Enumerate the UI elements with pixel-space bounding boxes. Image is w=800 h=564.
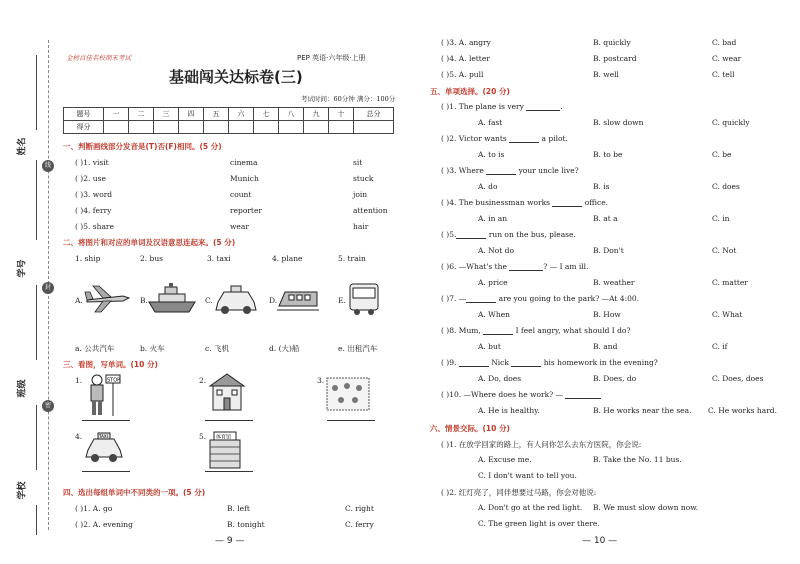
- score-cell: 三: [154, 108, 179, 121]
- s3-num: 3.: [317, 376, 325, 385]
- s6-question: ( )2. 红灯亮了，同伴想要过马路，你会对他说:: [441, 488, 597, 497]
- s5-option-c: C. if: [712, 342, 728, 351]
- section-5-title: 五、单项选择。(20 分): [430, 87, 510, 96]
- s3-answer-line-4[interactable]: [82, 471, 130, 472]
- s4-option-b: B. left: [227, 504, 250, 513]
- s3-answer-line-3[interactable]: [327, 420, 375, 421]
- section-3-title: 三、看图，写单词。(10 分): [63, 360, 158, 369]
- s5-option-b: B. slow down: [593, 118, 644, 127]
- score-cell-blank[interactable]: [329, 121, 354, 134]
- score-cell: 二: [129, 108, 154, 121]
- s5-question: ( )9. Nick his homework in the evening?: [441, 358, 658, 367]
- score-table-score-row: [64, 121, 394, 134]
- s5-option-a: A. do: [478, 182, 498, 191]
- plane-icon: [83, 282, 131, 316]
- s4-option-b: B. well: [593, 70, 619, 79]
- s5-option-b: B. at a: [593, 214, 618, 223]
- score-cell: 五: [204, 108, 229, 121]
- police-officer-icon: [85, 372, 121, 418]
- s5-question: ( )4. The businessman works office.: [441, 198, 609, 207]
- cinema-icon: [325, 376, 371, 412]
- score-cell-blank[interactable]: [279, 121, 304, 134]
- seal-mark-2: 封: [42, 282, 54, 294]
- score-cell: 六: [229, 108, 254, 121]
- score-cell: 题号: [64, 108, 104, 121]
- s2-word: 5. train: [338, 254, 366, 263]
- s4-option-c: C. right: [345, 504, 374, 513]
- s1-word-a: ( )2. use: [75, 174, 106, 183]
- s5-question: ( )5. run on the bus, please.: [441, 230, 576, 239]
- score-cell: 九: [304, 108, 329, 121]
- s5-question: ( )7. — are you going to the park? —At 4:00.: [441, 294, 640, 303]
- s5-option-c: C. He works hard.: [708, 406, 777, 415]
- s1-word-c: join: [353, 190, 368, 199]
- s5-option-a: A. He is healthy.: [478, 406, 540, 415]
- taxi-car-icon: [84, 430, 124, 464]
- s5-option-b: B. He works near the sea.: [593, 406, 692, 415]
- seal-mark-3: 密: [42, 400, 54, 412]
- s1-word-a: ( )5. share: [75, 222, 114, 231]
- score-table-header-row: [64, 108, 394, 121]
- s5-question: ( )2. Victor wants a pilot.: [441, 134, 568, 143]
- s5-option-c: C. What: [712, 310, 743, 319]
- s3-answer-line-5[interactable]: [205, 471, 253, 472]
- s5-option-c: C. be: [712, 150, 732, 159]
- name-label: 姓名: [17, 137, 28, 156]
- s5-option-a: A. to is: [478, 150, 505, 159]
- s6-option-b: B. Take the No. 11 bus.: [593, 455, 682, 464]
- s1-word-b: count: [230, 190, 252, 199]
- s5-option-a: A. Not do: [478, 246, 514, 255]
- score-cell-blank[interactable]: [229, 121, 254, 134]
- s4-option-a: ( )2. A. evening: [75, 520, 133, 529]
- section-4-title: 四、选出每组单词中不同类的一项。(5 分): [63, 488, 206, 497]
- s5-option-b: B. weather: [593, 278, 635, 287]
- taxi-sign-text: TAXI: [99, 434, 108, 439]
- train-icon: [277, 284, 319, 314]
- s4-option-b: B. quickly: [593, 38, 631, 47]
- seal-mark: 线: [42, 160, 54, 172]
- score-table: [63, 107, 394, 134]
- s3-num: 1.: [75, 376, 83, 385]
- s1-word-c: hair: [353, 222, 369, 231]
- s4-option-a: ( )1. A. go: [75, 504, 113, 513]
- score-cell-blank[interactable]: [179, 121, 204, 134]
- s4-option-b: B. postcard: [593, 54, 637, 63]
- class-line: [36, 405, 37, 470]
- s4-option-c: C. tell: [712, 70, 735, 79]
- s2-meaning: b. 火车: [140, 344, 165, 353]
- score-cell: 得分: [64, 121, 104, 134]
- s5-question: ( )1. The plane is very .: [441, 102, 563, 111]
- s5-option-c: C. Not: [712, 246, 737, 255]
- school-label: 学校: [17, 481, 28, 500]
- s5-question: ( )8. Mum, I feel angry, what should I do?: [441, 326, 631, 335]
- s2-meaning: a. 公共汽车: [75, 344, 115, 353]
- gym-sign-text: 体育馆: [216, 434, 232, 441]
- score-cell-blank[interactable]: [304, 121, 329, 134]
- page-number-right: — 10 —: [582, 536, 618, 546]
- s2-word: 3. taxi: [207, 254, 231, 263]
- name-line: [36, 55, 37, 130]
- number-line: [36, 285, 37, 360]
- page-title: 基础闯关达标卷(三): [169, 68, 303, 86]
- s3-num: 4.: [75, 432, 83, 441]
- s5-option-a: A. price: [478, 278, 508, 287]
- s5-option-a: A. Do, does: [478, 374, 522, 383]
- s1-word-c: attention: [353, 206, 388, 215]
- pic-label: E.: [338, 296, 346, 305]
- name-line-2: [36, 160, 37, 240]
- taxi-icon: [212, 282, 260, 316]
- grade-label: PEP 英语·六年级·上册: [297, 54, 366, 62]
- gym-icon: [206, 430, 244, 470]
- ship-icon: [147, 282, 197, 316]
- class-label: 班级: [17, 379, 28, 398]
- s1-word-b: wear: [230, 222, 249, 231]
- s5-option-b: B. Does, do: [593, 374, 637, 383]
- s1-word-b: Munich: [230, 174, 259, 183]
- score-cell-blank[interactable]: [204, 121, 229, 134]
- s5-question: ( )3. Where your uncle live?: [441, 166, 579, 175]
- s5-option-a: A. When: [478, 310, 510, 319]
- s5-option-c: C. quickly: [712, 118, 750, 127]
- s5-option-a: A. in an: [478, 214, 508, 223]
- section-2-title: 二、将图片和对应的单词及汉语意思连起来。(5 分): [63, 238, 236, 247]
- pic-label: A.: [75, 296, 83, 305]
- bus-icon: [346, 282, 382, 316]
- s5-option-b: B. to be: [593, 150, 623, 159]
- student-number-label: 学号: [17, 259, 28, 278]
- s5-option-c: C. does: [712, 182, 740, 191]
- s5-option-c: C. matter: [712, 278, 748, 287]
- score-cell-blank[interactable]: [129, 121, 154, 134]
- section-6-title: 六、情景交际。(10 分): [430, 424, 510, 433]
- building-icon: [208, 372, 246, 412]
- s2-meaning: c. 飞机: [205, 344, 229, 353]
- exam-series-tag: 金榜百佳名校期末考试: [66, 54, 131, 62]
- s2-meaning: e. 出租汽车: [338, 344, 378, 353]
- s4-option-b: B. tonight: [227, 520, 265, 529]
- s3-answer-line-1[interactable]: [82, 420, 130, 421]
- score-cell: 十: [329, 108, 354, 121]
- s4-option-c: C. wear: [712, 54, 742, 63]
- s5-option-b: B. Don't: [593, 246, 624, 255]
- s3-num: 2.: [199, 376, 207, 385]
- binding-strip: [0, 0, 55, 564]
- pic-label: B.: [140, 296, 148, 305]
- score-cell-blank[interactable]: [104, 121, 129, 134]
- score-cell: 总分: [354, 108, 394, 121]
- s1-word-c: sit: [353, 158, 363, 167]
- score-cell: 七: [254, 108, 279, 121]
- s1-word-a: ( )3. word: [75, 190, 113, 199]
- s2-meaning: d. (大)船: [269, 344, 300, 353]
- s5-option-b: B. How: [593, 310, 621, 319]
- s1-word-c: stuck: [353, 174, 374, 183]
- s2-word: 4. plane: [272, 254, 303, 263]
- score-cell-blank[interactable]: [354, 121, 394, 134]
- s5-question: ( )6. —What's the ? — I am ill.: [441, 262, 589, 271]
- s4-option-a: ( )4. A. letter: [441, 54, 490, 63]
- s3-answer-line-2[interactable]: [205, 420, 253, 421]
- s1-word-b: cinema: [230, 158, 258, 167]
- s6-option-c: C. I don't want to tell you.: [478, 471, 577, 480]
- section-1-title: 一、判断画线部分发音是(T)否(F)相同。(5 分): [63, 142, 222, 151]
- s6-question: ( )1. 在放学回家的路上，有人问你怎么去东方医院，你会说:: [441, 440, 642, 449]
- s5-option-b: B. and: [593, 342, 618, 351]
- stop-sign-text: STOP: [107, 377, 121, 384]
- s4-option-a: ( )5. A. pull: [441, 70, 484, 79]
- s6-option-a: A. Excuse me.: [478, 455, 532, 464]
- s1-word-a: ( )1. visit: [75, 158, 109, 167]
- s5-option-a: A. fast: [478, 118, 503, 127]
- score-cell-blank[interactable]: [254, 121, 279, 134]
- s4-option-a: ( )3. A. angry: [441, 38, 491, 47]
- s3-num: 5.: [199, 432, 207, 441]
- s1-word-a: ( )4. ferry: [75, 206, 112, 215]
- page-number-left: — 9 —: [215, 536, 245, 546]
- pic-label: D.: [269, 296, 278, 305]
- s6-option-b: B. We must slow down now.: [593, 503, 699, 512]
- pic-label: C.: [205, 296, 213, 305]
- score-cell-blank[interactable]: [154, 121, 179, 134]
- s5-option-b: B. is: [593, 182, 610, 191]
- score-cell: 四: [179, 108, 204, 121]
- s5-option-a: A. but: [478, 342, 501, 351]
- s5-question: ( )10. —Where does he work? —: [441, 390, 601, 399]
- s4-option-c: C. ferry: [345, 520, 374, 529]
- s6-option-c: C. The green light is over there.: [478, 519, 600, 528]
- school-line: [36, 505, 37, 535]
- s2-word: 2. bus: [140, 254, 164, 263]
- s4-option-c: C. bad: [712, 38, 737, 47]
- s2-word: 1. ship: [75, 254, 101, 263]
- score-cell: 八: [279, 108, 304, 121]
- exam-meta: 考试时间：60分钟 满分：100分: [301, 95, 396, 103]
- s5-option-c: C. in: [712, 214, 730, 223]
- s1-word-b: reporter: [230, 206, 262, 215]
- s6-option-a: A. Don't go at the red light.: [478, 503, 583, 512]
- s5-option-c: C. Does, does: [712, 374, 764, 383]
- score-cell: 一: [104, 108, 129, 121]
